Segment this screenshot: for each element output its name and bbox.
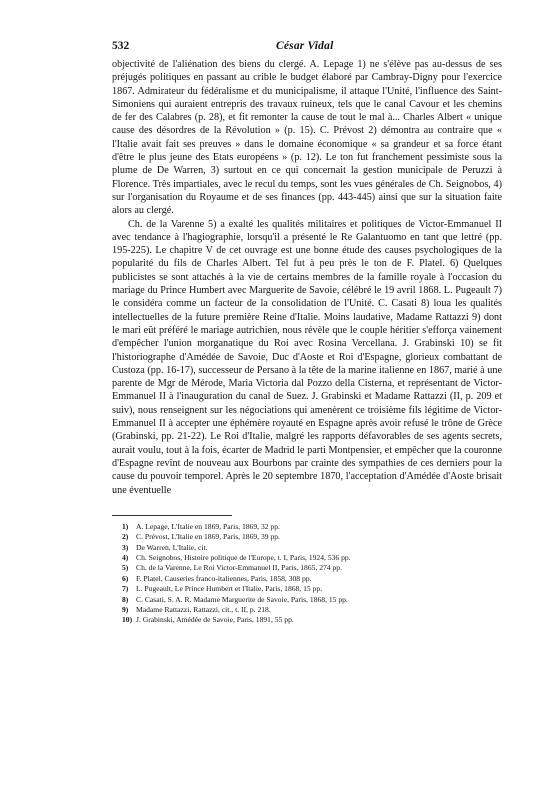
footnote bbox=[112, 615, 502, 625]
footnote bbox=[112, 605, 502, 615]
footnote-number: 4) bbox=[122, 553, 129, 563]
footnote bbox=[112, 532, 502, 542]
footnote-text: F. Platel, Causeries franco-italiennes, Paris, 1858, 308 pp. bbox=[136, 573, 312, 583]
footnote-rule bbox=[112, 515, 232, 516]
footnote-number: 8) bbox=[122, 594, 129, 604]
footnote bbox=[112, 543, 502, 553]
footnote-number: 7) bbox=[122, 584, 129, 594]
running-header bbox=[112, 40, 502, 52]
footnote-number: 9) bbox=[122, 605, 129, 615]
footnote-text: J. Grabinski, Amédée de Savoie, Paris, 1891, 55 pp. bbox=[136, 615, 294, 625]
footnotes bbox=[112, 522, 502, 626]
paragraph-2: Ch. de la Varenne 5) a exalté les qualités militaires et politiques de Victor-Emmanuel II avec tendance à l'hagiographie, lorsqu'il a présenté le Re Galantuomo en tant que lettré (pp. 195-225). Le chapitre V de cet ouvrage est une bonne étude des causes psychologiques de la popularité du fils de Charles Albert. Tel fut à peu près le ton de F. Platel. 6) Quelques publicistes se sont attachés à la vie de certains membres de la famille royale à l'occasion du mariage du Prince Humbert avec Marguerite de Savoie, célébré le 19 avril 1868. L. Pugeault 7) le considéra comme un facteur de la consolidation de l'Unité. C. Casati 8) loua les qualités intellectuelles de la future première Reine d'Italie. Moins laudative, Madame Rattazzi 9) dont le mari eût préféré le mariage autrichien, nous révèle que le couple héritier s'efforça vainement d'empêcher l'union morganatique du Roi avec Rosina Vercellana. J. Grabinski 10) se fit l'historiographe d'Amédée de Savoie, Duc d'Aoste et Roi d'Espagne, glorieux combattant de Custoza (pp. 16-17), successeur de Persano à la tête de la marine italienne en 1867, marié à une parente de Mgr de Mérode, Maria Victoria dal Pozzo della Cisterna, et représentant de Victor-Emmanuel II à l'inauguration du canal de Suez. J. Grabinski et Madame Rattazzi (II, p. 209 et suiv), nous renseignent sur les négociations qui amenèrent ce troisième fils légitime de Victor-Emmanuel II à accepter une éphémère royauté en Espagne après avoir refusé le trône de Grèce (Grabinski, pp. 21-22). Le Roi d'Italie, malgré les rapports défavorables de ses agents secrets, aurait voulu, tout à la fois, écarter de Madrid le parti Montpensier, et empêcher que la couronne d'Espagne revînt de nouveau aux Bourbons par crainte des sympathies de ces derniers pour la cause du pouvoir temporel. Après le 20 septembre 1870, l'acceptation d'Amédée d'Aoste brisait une éventuelle bbox=[112, 218, 502, 496]
footnote-text: A. Lepage, L'Italie en 1869, Paris, 1869, 32 pp. bbox=[136, 521, 280, 531]
footnote-number: 3) bbox=[122, 542, 129, 552]
page-number: 532 bbox=[112, 40, 130, 52]
footnote-number: 1) bbox=[122, 521, 129, 531]
running-title: César Vidal bbox=[276, 40, 334, 52]
footnote bbox=[112, 563, 502, 573]
footnote-number: 6) bbox=[122, 573, 129, 583]
footnote-text: L. Pugeault, Le Prince Humbert et l'Italie, Paris, 1868, 15 pp. bbox=[136, 584, 323, 594]
footnote bbox=[112, 553, 502, 563]
footnote-text: C. Casati, S. A. R. Madame Marguerite de Savoie, Paris, 1868, 15 pp. bbox=[136, 594, 348, 604]
footnote-text: Madame Rattazzi, Rattazzi, cit., t. II, p. 218. bbox=[136, 605, 271, 615]
footnote-text: C. Prévost, L'Italie en 1869, Paris, 1869, 39 pp. bbox=[136, 532, 280, 542]
footnote-text: De Warren, L'Italie, cit. bbox=[136, 542, 208, 552]
footnote-text: Ch. Seignobos, Histoire politique de l'Europe, t. I, Paris, 1924, 536 pp. bbox=[136, 553, 351, 563]
paragraph-1: objectivité de l'aliénation des biens du clergé. A. Lepage 1) ne s'élève pas au-dessus de ses préjugés politiques en passant au crible le budget élaboré par Cambray-Digny pour l'exercice 1867. Admirateur du fédéralisme et du municipalisme, il attaque l'Unité, l'influence des Saint-Simoniens qui auraient entrepris des travaux ruineux, tels que le canal Cavour et les chemins de fer des Calabres (p. 28), et fit remonter la cause de tout le mal à... Charles Albert « unique cause des désordres de la Révolution » (p. 15). C. Prévost 2) démontra au contraire que « l'Italie avait fait ses preuves » dans le domaine économique « sa grandeur et sa force étant d'être le plus jeune des Etats européens » (p. 12). Le ton fut franchement pessimiste sous la plume de De Warren, 3) surtout en ce qui concernait la gestion municipale de Peruzzi à Florence. Très impartiales, avec le recul du temps, sont les vues générales de Ch. Seignobos, 4) sur l'organisation du Royaume et de ses finances (pp. 443-445) ainsi que sur la situation faite alors au clergé. bbox=[112, 59, 502, 217]
body-text bbox=[112, 58, 502, 497]
footnote-text: Ch. de la Varenne, Le Roi Victor-Emmanuel II, Paris, 1865, 274 pp. bbox=[136, 563, 342, 573]
footnote bbox=[112, 584, 502, 594]
footnote-number: 10) bbox=[122, 615, 133, 625]
footnote-number: 2) bbox=[122, 532, 129, 542]
footnote-number: 5) bbox=[122, 563, 129, 573]
footnote bbox=[112, 595, 502, 605]
footnote bbox=[112, 574, 502, 584]
footnote bbox=[112, 522, 502, 532]
